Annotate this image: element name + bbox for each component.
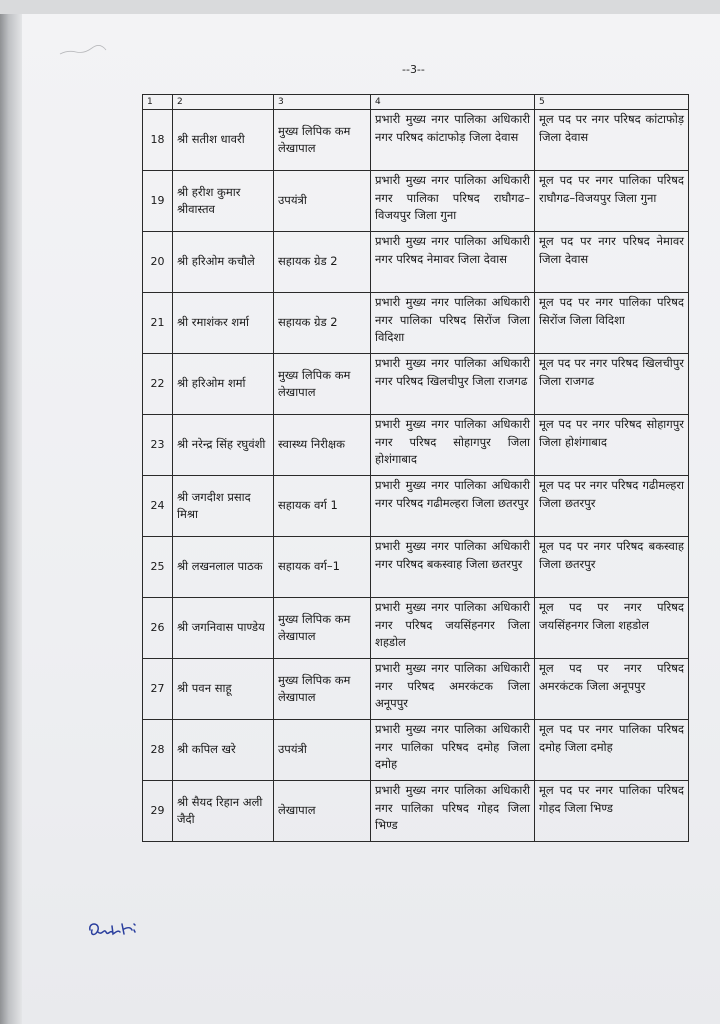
name-cell: श्री जगदीश प्रसाद मिश्रा xyxy=(173,476,274,537)
posting-cell: प्रभारी मुख्य नगर पालिका अधिकारी नगर परिषद नेमावर जिला देवास xyxy=(371,232,535,293)
posting-cell: प्रभारी मुख्य नगर पालिका अधिकारी नगर परिषद खिलचीपुर जिला राजगढ xyxy=(371,354,535,415)
original-post-cell: मूल पद पर नगर परिषद गढीमल्हरा जिला छतरपुर xyxy=(535,476,689,537)
posting-cell: प्रभारी मुख्य नगर पालिका अधिकारी नगर परिषद कांटाफोड़ जिला देवास xyxy=(371,110,535,171)
designation-cell: मुख्य लिपिक कम लेखापाल xyxy=(274,659,371,720)
designation-cell: उपयंत्री xyxy=(274,720,371,781)
posting-cell: प्रभारी मुख्य नगर पालिका अधिकारी नगर पालिका परिषद गोहद जिला भिण्ड xyxy=(371,781,535,842)
header-cell: 4 xyxy=(371,95,535,110)
designation-cell: मुख्य लिपिक कम लेखापाल xyxy=(274,598,371,659)
posting-cell: प्रभारी मुख्य नगर पालिका अधिकारी नगर परिषद अमरकंटक जिला अनूपपुर xyxy=(371,659,535,720)
table-row xyxy=(143,659,689,720)
name-cell: श्री जगनिवास पाण्डेय xyxy=(173,598,274,659)
posting-cell: प्रभारी मुख्य नगर पालिका अधिकारी नगर पालिका परिषद सिरोंज जिला विदिशा xyxy=(371,293,535,354)
original-post-cell: मूल पद पर नगर परिषद बकस्वाह जिला छतरपुर xyxy=(535,537,689,598)
original-post-cell: मूल पद पर नगर पालिका परिषद राघौगढ–विजयपुर जिला गुना xyxy=(535,171,689,232)
table-row xyxy=(143,598,689,659)
serial-number-cell: 18 xyxy=(143,110,173,171)
table-row xyxy=(143,781,689,842)
serial-number-cell: 23 xyxy=(143,415,173,476)
original-post-cell: मूल पद पर नगर परिषद नेमावर जिला देवास xyxy=(535,232,689,293)
table-row xyxy=(143,476,689,537)
original-post-cell: मूल पद पर नगर परिषद जयसिंहनगर जिला शहडोल xyxy=(535,598,689,659)
original-post-cell: मूल पद पर नगर पालिका परिषद गोहद जिला भिण्ड xyxy=(535,781,689,842)
original-post-cell: मूल पद पर नगर पालिका परिषद दमोह जिला दमोह xyxy=(535,720,689,781)
serial-number-cell: 24 xyxy=(143,476,173,537)
header-cell: 5 xyxy=(535,95,689,110)
name-cell: श्री हरीश कुमार श्रीवास्तव xyxy=(173,171,274,232)
table-row xyxy=(143,415,689,476)
designation-cell: लेखापाल xyxy=(274,781,371,842)
header-cell: 1 xyxy=(143,95,173,110)
name-cell: श्री सतीश धावरी xyxy=(173,110,274,171)
header-cell: 3 xyxy=(274,95,371,110)
table-row xyxy=(143,354,689,415)
handwritten-signature xyxy=(86,918,146,944)
designation-cell: सहायक वर्ग–1 xyxy=(274,537,371,598)
name-cell: श्री हरिओम शर्मा xyxy=(173,354,274,415)
serial-number-cell: 29 xyxy=(143,781,173,842)
original-post-cell: मूल पद पर नगर परिषद कांटाफोड़ जिला देवास xyxy=(535,110,689,171)
header-cell: 2 xyxy=(173,95,274,110)
posting-cell: प्रभारी मुख्य नगर पालिका अधिकारी नगर परिषद जयसिंहनगर जिला शहडोल xyxy=(371,598,535,659)
transfer-table xyxy=(142,94,689,842)
name-cell: श्री सैयद रिहान अली जैदी xyxy=(173,781,274,842)
name-cell: श्री पवन साहू xyxy=(173,659,274,720)
designation-cell: सहायक ग्रेड 2 xyxy=(274,232,371,293)
posting-cell: प्रभारी मुख्य नगर पालिका अधिकारी नगर परिषद सोहागपुर जिला होशंगाबाद xyxy=(371,415,535,476)
table-row xyxy=(143,293,689,354)
table-row xyxy=(143,232,689,293)
designation-cell: सहायक वर्ग 1 xyxy=(274,476,371,537)
posting-cell: प्रभारी मुख्य नगर पालिका अधिकारी नगर परिषद गढीमल्हरा जिला छतरपुर xyxy=(371,476,535,537)
posting-cell: प्रभारी मुख्य नगर पालिका अधिकारी नगर पालिका परिषद दमोह जिला दमोह xyxy=(371,720,535,781)
name-cell: श्री लखनलाल पाठक xyxy=(173,537,274,598)
posting-cell: प्रभारी मुख्य नगर पालिका अधिकारी नगर परिषद बकस्वाह जिला छतरपुर xyxy=(371,537,535,598)
original-post-cell: मूल पद पर नगर परिषद खिलचीपुर जिला राजगढ xyxy=(535,354,689,415)
serial-number-cell: 21 xyxy=(143,293,173,354)
designation-cell: उपयंत्री xyxy=(274,171,371,232)
serial-number-cell: 20 xyxy=(143,232,173,293)
original-post-cell: मूल पद पर नगर पालिका परिषद सिरोंज जिला विदिशा xyxy=(535,293,689,354)
table-row xyxy=(143,537,689,598)
serial-number-cell: 22 xyxy=(143,354,173,415)
page-edge-shadow xyxy=(0,14,22,1024)
table-header-row xyxy=(143,95,689,110)
serial-number-cell: 27 xyxy=(143,659,173,720)
designation-cell: स्वास्थ्य निरीक्षक xyxy=(274,415,371,476)
serial-number-cell: 28 xyxy=(143,720,173,781)
original-post-cell: मूल पद पर नगर परिषद सोहागपुर जिला होशंगाबाद xyxy=(535,415,689,476)
serial-number-cell: 19 xyxy=(143,171,173,232)
name-cell: श्री कपिल खरे xyxy=(173,720,274,781)
paper-smudge xyxy=(58,40,108,60)
serial-number-cell: 25 xyxy=(143,537,173,598)
page-number: --3-- xyxy=(402,63,425,76)
table-row xyxy=(143,171,689,232)
serial-number-cell: 26 xyxy=(143,598,173,659)
designation-cell: सहायक ग्रेड 2 xyxy=(274,293,371,354)
original-post-cell: मूल पद पर नगर परिषद अमरकंटक जिला अनूपपुर xyxy=(535,659,689,720)
name-cell: श्री नरेन्द्र सिंह रघुवंशी xyxy=(173,415,274,476)
name-cell: श्री हरिओम कचौले xyxy=(173,232,274,293)
designation-cell: मुख्य लिपिक कम लेखापाल xyxy=(274,354,371,415)
designation-cell: मुख्य लिपिक कम लेखापाल xyxy=(274,110,371,171)
name-cell: श्री रमाशंकर शर्मा xyxy=(173,293,274,354)
table-row xyxy=(143,110,689,171)
posting-cell: प्रभारी मुख्य नगर पालिका अधिकारी नगर पालिका परिषद राघौगढ–विजयपुर जिला गुना xyxy=(371,171,535,232)
table-row xyxy=(143,720,689,781)
